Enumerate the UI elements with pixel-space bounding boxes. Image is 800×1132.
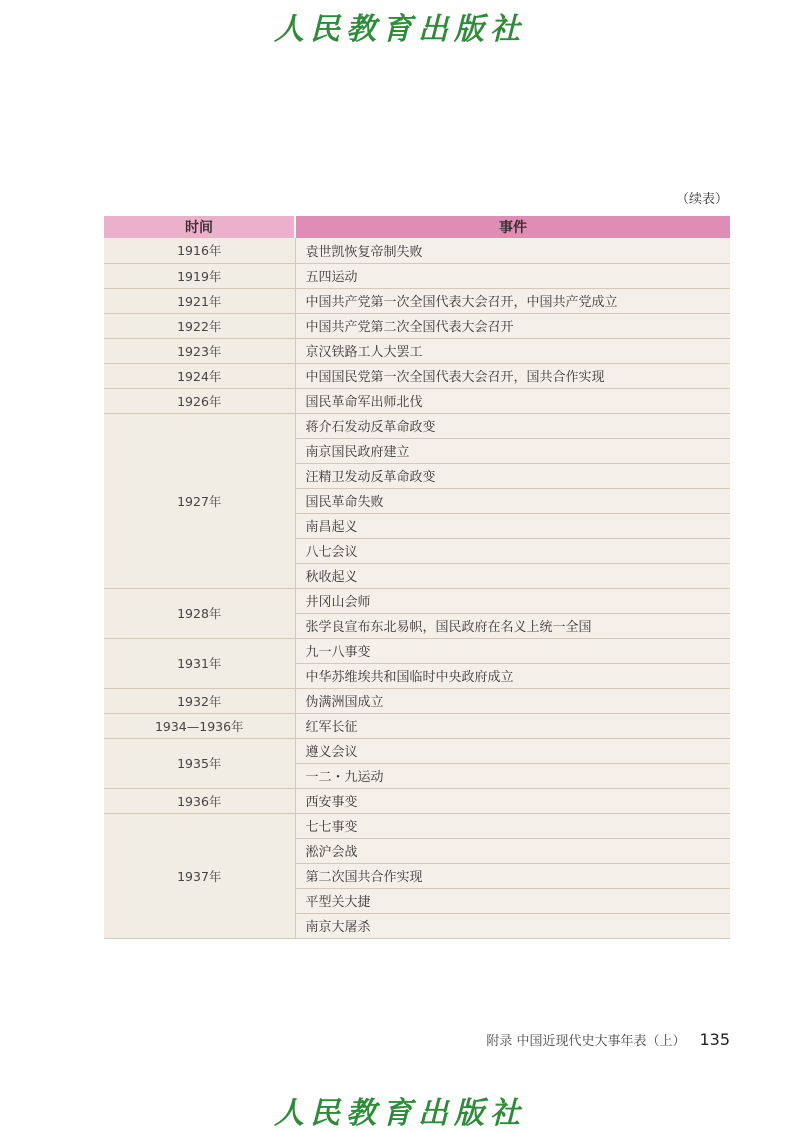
time-cell: 1927年: [104, 413, 295, 588]
time-cell: 1931年: [104, 638, 295, 688]
page-number: 135: [699, 1030, 730, 1049]
table-header-row: [104, 216, 730, 238]
table-row: [104, 713, 730, 738]
time-cell: 1936年: [104, 788, 295, 813]
time-cell: 1916年: [104, 238, 295, 263]
table-row: [104, 413, 730, 438]
event-cell: 红军长征: [295, 713, 730, 738]
event-cell: 中国国民党第一次全国代表大会召开，国共合作实现: [295, 363, 730, 388]
footer-section-title: 附录 中国近现代史大事年表（上）: [486, 1034, 686, 1049]
event-cell: 中华苏维埃共和国临时中央政府成立: [295, 663, 730, 688]
table-row: [104, 338, 730, 363]
time-cell: 1935年: [104, 738, 295, 788]
event-cell: 七七事变: [295, 813, 730, 838]
table-row: [104, 688, 730, 713]
table-row: [104, 363, 730, 388]
time-cell: 1934—1936年: [104, 713, 295, 738]
chronology-table: [104, 216, 730, 939]
header-event: 事件: [295, 216, 730, 238]
event-cell: 南京大屠杀: [295, 913, 730, 938]
event-cell: 秋收起义: [295, 563, 730, 588]
header-time: 时间: [104, 216, 295, 238]
table-row: [104, 288, 730, 313]
event-cell: 一二・九运动: [295, 763, 730, 788]
table-row: [104, 588, 730, 613]
time-cell: 1924年: [104, 363, 295, 388]
event-cell: 五四运动: [295, 263, 730, 288]
event-cell: 蒋介石发动反革命政变: [295, 413, 730, 438]
time-cell: 1923年: [104, 338, 295, 363]
publisher-logo-bottom: 人民教育出版社: [274, 1096, 526, 1131]
event-cell: 汪精卫发动反革命政变: [295, 463, 730, 488]
table-row: [104, 813, 730, 838]
table-row: [104, 313, 730, 338]
table-row: [104, 238, 730, 263]
table-row: [104, 738, 730, 763]
event-cell: 伪满洲国成立: [295, 688, 730, 713]
continuation-label: （续表）: [675, 192, 728, 207]
table-row: [104, 263, 730, 288]
event-cell: 张学良宣布东北易帜，国民政府在名义上统一全国: [295, 613, 730, 638]
time-cell: 1919年: [104, 263, 295, 288]
publisher-logo-top: 人民教育出版社: [274, 12, 526, 47]
time-cell: 1928年: [104, 588, 295, 638]
event-cell: 中国共产党第一次全国代表大会召开，中国共产党成立: [295, 288, 730, 313]
event-cell: 京汉铁路工人大罢工: [295, 338, 730, 363]
event-cell: 中国共产党第二次全国代表大会召开: [295, 313, 730, 338]
time-cell: 1922年: [104, 313, 295, 338]
event-cell: 南京国民政府建立: [295, 438, 730, 463]
event-cell: 国民革命军出师北伐: [295, 388, 730, 413]
event-cell: 西安事变: [295, 788, 730, 813]
table-row: [104, 788, 730, 813]
time-cell: 1932年: [104, 688, 295, 713]
event-cell: 井冈山会师: [295, 588, 730, 613]
event-cell: 国民革命失败: [295, 488, 730, 513]
event-cell: 遵义会议: [295, 738, 730, 763]
table-row: [104, 638, 730, 663]
event-cell: 第二次国共合作实现: [295, 863, 730, 888]
time-cell: 1921年: [104, 288, 295, 313]
event-cell: 平型关大捷: [295, 888, 730, 913]
table-body: [104, 238, 730, 938]
page-footer: [486, 1030, 730, 1049]
event-cell: 袁世凯恢复帝制失败: [295, 238, 730, 263]
table-row: [104, 388, 730, 413]
event-cell: 八七会议: [295, 538, 730, 563]
event-cell: 南昌起义: [295, 513, 730, 538]
event-cell: 淞沪会战: [295, 838, 730, 863]
time-cell: 1926年: [104, 388, 295, 413]
event-cell: 九一八事变: [295, 638, 730, 663]
time-cell: 1937年: [104, 813, 295, 938]
